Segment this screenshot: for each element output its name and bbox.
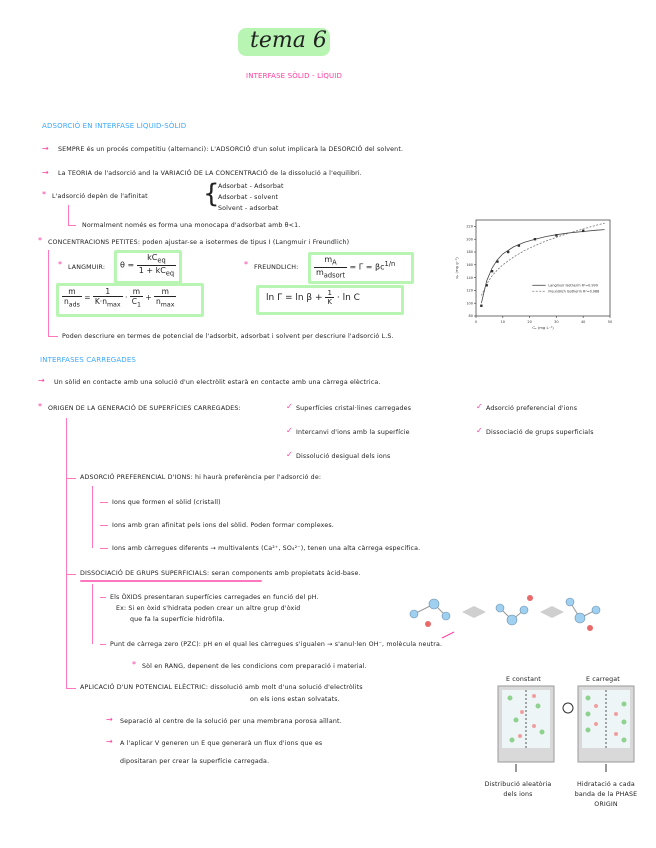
apply-1: A l'aplicar V generen un E que generarà un flux d'ions que es [120, 740, 323, 747]
isotherm-chart [452, 214, 618, 334]
affinity-2: Adsorbat - solvent [218, 194, 279, 201]
y-tick-label: 120 [466, 288, 473, 293]
affinity-3: Solvent - adsorbat [218, 205, 279, 212]
tree-line [66, 574, 76, 575]
caption-right-text: Hidratació a cada banda de la PHASE ORIGIN [574, 781, 638, 808]
arrow-icon: → [106, 715, 113, 724]
langmuir-label: LANGMUIR: [68, 264, 106, 271]
x-axis-label: Cₑ (mg L⁻¹) [532, 325, 554, 330]
tree-line [68, 225, 76, 226]
origin-label: ORIGEN DE LA GENERACIÓ DE SUPERFÍCIES CARREGADES: [48, 405, 241, 412]
x-tick-label: 50 [607, 320, 613, 324]
tree-line [100, 548, 108, 549]
tree-line [92, 584, 93, 644]
check-icon: ✓ [476, 426, 483, 435]
x-tick-label: 20 [527, 320, 532, 324]
bullet-icon: * [58, 260, 62, 269]
tree-line [100, 502, 108, 503]
langmuir-formula: θ = $\frac{kC_{eq}}{1 + kC_{eq}}$ [120, 253, 175, 278]
y-axis-label: qₑ (mg g⁻¹) [454, 257, 459, 279]
tree-line [66, 688, 76, 689]
y-tick-label: 140 [466, 275, 473, 280]
origin-check-1: Superfícies cristal·lines carregades [296, 405, 412, 412]
apply-2: dipositaran per crear la superfície carregada. [120, 758, 270, 765]
oxide-hydration-diagram [404, 584, 614, 640]
arrow-icon: → [106, 737, 113, 746]
pzc: Punt de càrrega zero (PZC): pH en el qual les càrregues s'igualen → s'anul·len OH⁻, molècula neutra. [110, 641, 443, 648]
tree-line [100, 525, 108, 526]
tree-line [68, 205, 69, 225]
diag-right-label: E carregat [586, 676, 620, 683]
data-point [486, 284, 488, 286]
y-tick-label: 220 [466, 224, 473, 229]
tree-line [92, 486, 93, 548]
data-point [582, 230, 584, 232]
y-tick-label: 80 [468, 314, 473, 319]
section2-heading: INTERFASES CARREGADES [40, 356, 137, 364]
ion-item-1: Ions que formen el sòlid (cristall) [112, 499, 221, 506]
plot-frame [476, 220, 610, 316]
tree-line [48, 336, 58, 337]
origin-check-3: Intercanvi d'ions amb la superfície [296, 429, 410, 436]
origin-check-4: Dissociació de grups superficials [486, 429, 594, 436]
freundlich-formula: $\frac{m_A}{m_{adsort}}$ = $\Gamma = \beta c^{1/n}$ [316, 255, 396, 280]
electrolytic-cell-diagram [494, 684, 640, 774]
aplicacio-1: APLICACIÓ D'UN POTENCIAL ELÈCTRIC: dissolució amb molt d'una solució d'electròlits [80, 684, 363, 691]
bullet-icon: * [38, 236, 42, 245]
bullet-icon: * [38, 402, 42, 411]
oxids-1: Els ÒXIDS presentaran superfícies carregades en funció del pH. [110, 594, 319, 601]
s1-line4: Normalment només es forma una monocapa d'adsorbat amb θ<1. [82, 222, 301, 229]
x-tick-label: 10 [500, 320, 506, 324]
bullet-icon: * [42, 190, 46, 199]
pzc-2: Sòl en RANG, depenent de les condicions com preparació i material. [142, 663, 367, 670]
arrow-icon: → [38, 376, 45, 385]
legend-label: Freundlich Isotherm R²=0.988 [548, 289, 600, 294]
s1-line1: SEMPRE és un procés competitiu (alternanci): L'ADSORCIÓ d'un solut implicarà la DESORCIÓ del solvent. [58, 146, 404, 153]
adsorcio-pref: ADSORCIÓ PREFERENCIAL D'IONS: hi haurà preferència per l'adsorció de: [80, 474, 322, 481]
bullet-icon: * [132, 660, 136, 669]
legend-label: Langmuir Isotherm R²=0.999 [548, 283, 598, 288]
tree-line [48, 250, 49, 336]
origin-check-2: Adsorció preferencial d'ions [486, 405, 578, 412]
data-point [534, 238, 536, 240]
affinity-1: Adsorbat - Adsorbat [218, 183, 284, 190]
y-tick-label: 200 [466, 237, 473, 242]
freundlich-linear-formula: ln Γ = ln β + $\frac{1}{K}$ · ln C [266, 289, 360, 306]
data-point [507, 251, 509, 253]
x-tick-label: 0 [474, 320, 478, 324]
ion-item-2: Ions amb gran afinitat pels ions del sòlid. Poden formar complexes. [112, 522, 334, 529]
s1-line5: CONCENTRACIONS PETITES: poden ajustar-se a isotermes de tipus I (Langmuir i Freundlich) [48, 239, 350, 246]
caption-left-text: Distribució aleatòria dels ions [484, 781, 552, 798]
oxids-2: Ex: Si en òxid s'hidrata poden crear un altre grup d'òxid [116, 605, 301, 612]
data-point [480, 305, 482, 307]
page-title: tema 6 [250, 28, 327, 53]
y-tick-label: 180 [466, 250, 473, 255]
check-icon: ✓ [286, 402, 293, 411]
dissociacio: DISSOCIACIÓ DE GRUPS SUPERFICIALS: seran components amb propietats àcid-base. [80, 570, 361, 577]
diag-left-label: E constant [506, 676, 541, 683]
check-icon: ✓ [476, 402, 483, 411]
y-tick-label: 160 [466, 263, 473, 267]
bullet-icon: * [244, 260, 248, 269]
dissociacio-underline [80, 580, 262, 582]
data-point [555, 234, 557, 236]
caption-left [478, 780, 558, 800]
origin-check-5: Dissolució desigual dels ions [296, 453, 391, 460]
x-tick-label: 40 [580, 320, 586, 324]
s1-line2: La TEORIA de l'adsorció and la VARIACIÓ DE LA CONCENTRACIÓ de la dissolució a l'equilibri. [58, 170, 362, 177]
freundlich-label: FREUNDLICH: [254, 264, 299, 271]
s2-line1: Un sòlid en contacte amb una solució d'un electròlit estarà en contacte amb una càrrega elèctrica. [54, 379, 381, 386]
oxids-3: que fa la superfície hidròfila. [130, 616, 225, 623]
check-icon: ✓ [286, 450, 293, 459]
langmuir-linear-formula: $\frac{m}{n_{ads}}$ = $\frac{1}{K\cdot n_{max}}$ · $\frac{m}{C_1}$ + $\frac{m}{n_{max}}$ [64, 287, 175, 309]
aplicacio-2: on els ions estan solvatats. [250, 696, 340, 703]
separacio: Separació al centre de la solució per una membrana porosa aïllant. [120, 718, 342, 725]
tree-line [66, 478, 76, 479]
arrow-icon: → [42, 168, 49, 177]
x-tick-label: 30 [554, 320, 559, 324]
y-tick-label: 100 [466, 301, 473, 306]
check-icon: ✓ [286, 426, 293, 435]
ion-item-3: Ions amb càrregues diferents → multivalents (Ca²⁺, SO₄²⁻), tenen una alta càrrega específica. [112, 545, 421, 552]
arrow-icon: → [42, 144, 49, 153]
tree-line [100, 597, 106, 598]
s1-line6: Poden descriure en termes de potencial de l'adsorbit, adsorbat i solvent per descriure l'adsorció L.S. [62, 333, 394, 340]
data-point [496, 260, 498, 262]
data-point [518, 244, 520, 246]
s1-line3: L'adsorció depèn de l'afinitat [52, 193, 148, 200]
tree-line [66, 418, 67, 688]
caption-right [566, 780, 646, 810]
page-subtitle: INTERFASE SÒLID - LÍQUID [246, 72, 343, 80]
data-point [491, 270, 493, 272]
section1-heading: ADSORCIÓ EN INTERFASE LÍQUID-SÒLID [42, 122, 187, 130]
tree-line [100, 644, 106, 645]
brace-icon: { [203, 179, 220, 209]
